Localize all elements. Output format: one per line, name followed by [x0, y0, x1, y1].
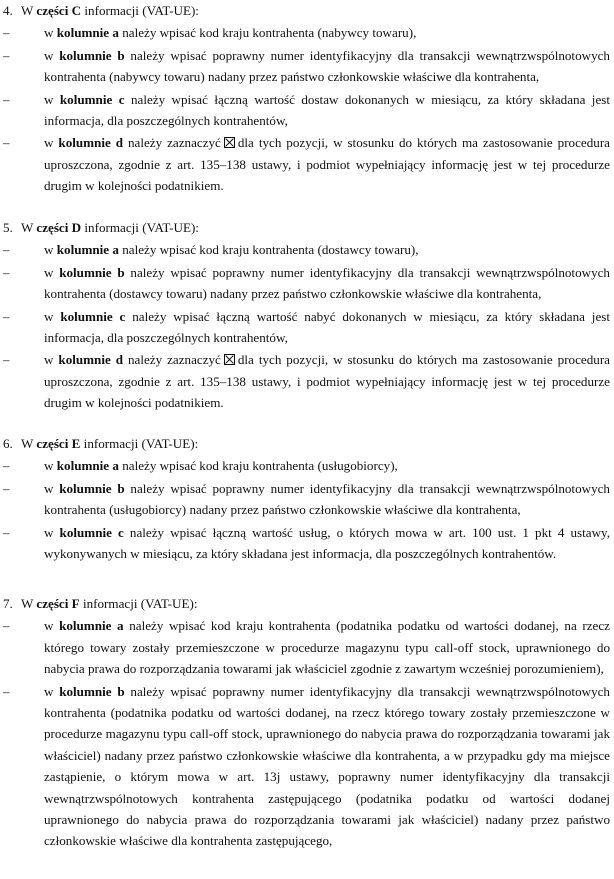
list-item: – w kolumnie d należy zaznaczyć dla tych pozycji, w stosunku do których ma zastosowanie procedura uproszczona, zgodnie z art. 135–138 ustawy, i podmiot wypełniający informację jest w tej procedurze drugim w kolejności podatnikiem.: [0, 349, 614, 413]
list-item: – w kolumnie a należy wpisać kod kraju kontrahenta (nabywcy towaru),: [0, 22, 614, 43]
section-6: [0, 433, 614, 564]
dash-bullet: –: [3, 683, 10, 699]
dash-bullet: –: [3, 47, 10, 63]
list-item: – w kolumnie a należy wpisać kod kraju kontrahenta (podatnika podatku od wartości dodanej, na rzecz którego towary zostały przemieszczone w procedurze magazynu typu call-off stock, uprawnionego do nabycia prawa do rozporządzania towarami jak właściciel zgodnie z zawartym wcześniej porozumieniem),: [0, 615, 614, 679]
dash-bullet: –: [3, 480, 10, 496]
section-part-name: części F: [36, 596, 80, 611]
section-part-name: części D: [36, 220, 82, 235]
list-item: – w kolumnie a należy wpisać kod kraju kontrahenta (dostawcy towaru),: [0, 239, 614, 260]
dash-bullet: –: [3, 352, 10, 368]
dash-bullet: –: [3, 91, 10, 107]
checked-box-icon: [224, 137, 235, 148]
section-number: 4.: [3, 3, 13, 18]
list-item: – w kolumnie c należy wpisać łączną wartość usług, o których mowa w art. 100 ust. 1 pkt 4 ustawy, wykonywanych w miesiącu, za który składana jest informacja, dla poszczególnych kontrahentów.: [0, 522, 614, 565]
list-item: – w kolumnie b należy wpisać poprawny numer identyfikacyjny dla transakcji wewnątrzwspólnotowych kontrahenta (nabywcy towaru) nadany przez państwo członkowskie właściwe dla kontrahenta,: [0, 45, 614, 88]
section-part-name: części C: [36, 3, 82, 18]
dash-bullet: –: [3, 25, 10, 41]
dash-bullet: –: [3, 524, 10, 540]
dash-bullet: –: [3, 458, 10, 474]
section-number: 7.: [3, 596, 13, 611]
section-5: [0, 217, 614, 414]
dash-bullet: –: [3, 135, 10, 151]
dash-bullet: –: [3, 264, 10, 280]
list-item: – w kolumnie b należy wpisać poprawny numer identyfikacyjny dla transakcji wewnątrzwspólnotowych kontrahenta (dostawcy towaru) nadany przez państwo członkowskie właściwe dla kontrahenta,: [0, 262, 614, 305]
dash-bullet: –: [3, 308, 10, 324]
checked-box-icon: [224, 354, 235, 365]
list-item: – w kolumnie b należy wpisać poprawny numer identyfikacyjny dla transakcji wewnątrzwspólnotowych kontrahenta (usługobiorcy) nadany przez państwo członkowskie właściwe dla kontrahenta,: [0, 478, 614, 521]
section-heading: 6. W części E informacji (VAT-UE):: [0, 433, 614, 454]
dash-bullet: –: [3, 242, 10, 258]
list-item: – w kolumnie c należy wpisać łączną wartość nabyć dokonanych w miesiącu, za który składana jest informacja, dla poszczególnych kontrahentów,: [0, 306, 614, 349]
list-item: – w kolumnie d należy zaznaczyć dla tych pozycji, w stosunku do których ma zastosowanie procedura uproszczona, zgodnie z art. 135–138 ustawy, i podmiot wypełniający informację jest w tej procedurze drugim w kolejności podatnikiem.: [0, 132, 614, 196]
list-item: – w kolumnie a należy wpisać kod kraju kontrahenta (usługobiorcy),: [0, 455, 614, 476]
section-7: [0, 593, 614, 852]
list-item: – w kolumnie b należy wpisać poprawny numer identyfikacyjny dla transakcji wewnątrzwspólnotowych kontrahenta (podatnika podatku od wartości dodanej, na rzecz którego towary zostały przemieszczone w procedurze magazynu typu call-off stock, uprawnionego do nabycia prawa do rozporządzania towarami jak właściciel) nadany przez państwo członkowskie właściwe dla kontrahenta, a w przypadku gdy ma miejsce zastąpienie, o którym mowa w art. 13j ustawy, poprawny numer identyfikacyjny dla transakcji wewnątrzwspólnotowych kontrahenta zastępującego (podatnika podatku od wartości dodanej uprawnionego do nabycia prawa do rozporządzania towarami jak właściciel) nadany przez państwo członkowskie właściwe dla kontrahenta zastępującego,: [0, 681, 614, 852]
list-item: – w kolumnie c należy wpisać łączną wartość dostaw dokonanych w miesiącu, za który składana jest informacja, dla poszczególnych kontrahentów,: [0, 89, 614, 132]
section-heading: 5. W części D informacji (VAT-UE):: [0, 217, 614, 238]
section-heading: 7. W części F informacji (VAT-UE):: [0, 593, 614, 614]
section-heading: 4. W części C informacji (VAT-UE):: [0, 0, 614, 21]
section-number: 6.: [3, 436, 13, 451]
section-number: 5.: [3, 220, 13, 235]
section-4: [0, 0, 614, 197]
section-part-name: części E: [36, 436, 81, 451]
dash-bullet: –: [3, 618, 10, 634]
